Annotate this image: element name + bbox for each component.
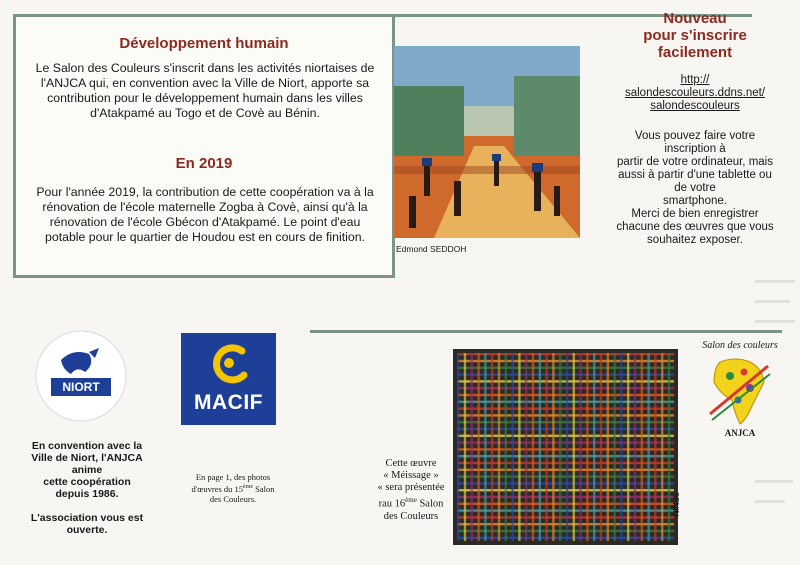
instructions-line: aussi à partir d'une tablette ou (618, 169, 772, 181)
convention-line: cette coopération (43, 476, 131, 488)
meissage-caption (370, 458, 452, 523)
salon-logo-subtitle: ANJCA (724, 428, 756, 438)
painting-street-scene (394, 46, 580, 238)
meissage-line: rau 16ème Salon (378, 496, 444, 510)
development-title: Développement humain (119, 35, 289, 52)
signup-title-line: facilement (657, 44, 733, 61)
signup-url-link[interactable] (590, 74, 800, 113)
signup-title-line: Nouveau (663, 10, 727, 27)
weaving-artwork (453, 349, 678, 545)
url-line: salondescouleurs (650, 100, 740, 112)
macif-logo-text: MACIF (194, 391, 263, 414)
url-line: salondescouleurs.ddns.net/ (624, 87, 765, 99)
convention-line: En convention avec la (31, 440, 143, 452)
signup-title (590, 10, 800, 61)
niort-logo (33, 330, 129, 422)
page1-line: d'œuvres du 15ème Salon (191, 483, 275, 494)
signup-instructions (590, 130, 800, 247)
meissage-line: Cette œuvre (385, 458, 437, 469)
convention-line: depuis 1986. (55, 488, 119, 500)
page1-note (178, 472, 288, 504)
painting-caption: Edmond SEDDOH (396, 244, 467, 254)
instructions-line: Merci de bien enregistrer (631, 208, 759, 220)
instructions-line: smartphone. (663, 195, 727, 207)
year-title: En 2019 (175, 155, 233, 172)
instructions-line: chacune des œuvres que vous (616, 221, 774, 233)
salon-des-couleurs-logo (694, 340, 786, 440)
meissage-line: « sera présentée (377, 482, 445, 493)
instructions-line: souhaitez exposer. (647, 234, 743, 246)
macif-swirl-icon (208, 341, 250, 387)
instructions-line: de votre (674, 182, 716, 194)
convention-line: anime (71, 464, 103, 476)
convention-line: L'association vous est (30, 512, 144, 524)
africa-map-icon (706, 354, 774, 426)
artist-signature: SENIN (671, 492, 680, 517)
development-box (13, 14, 395, 278)
macif-logo (181, 333, 276, 425)
page1-line: des Couleurs. (209, 493, 257, 504)
salon-logo-title: Salon des couleurs (702, 340, 778, 351)
meissage-line: « Méissage » (383, 470, 439, 481)
middle-divider (310, 330, 782, 333)
convention-line: ouverte. (66, 524, 108, 536)
instructions-line: partir de votre ordinateur, mais (617, 156, 773, 168)
page1-line: En page 1, des photos (195, 472, 271, 482)
instructions-line: inscription à (664, 143, 726, 155)
instructions-line: Vous pouvez faire votre (634, 130, 756, 142)
meissage-line: des Couleurs (383, 510, 439, 522)
convention-line: Ville de Niort, l'ANJCA (31, 452, 143, 464)
year-body: Pour l'année 2019, la contribution de cette coopération va à la rénovation de l'école maternelle Zogba à Covè, ainsi qu'à la rénovation de l'école Gbécon d'Atakpamé. Le point d'eau potable pour le quartier de Houdou est en cours de finition. (36, 185, 374, 244)
niort-logo-text: NIORT (62, 380, 100, 394)
convention-text (22, 440, 152, 536)
signup-title-line: pour s'inscrire (643, 27, 747, 44)
url-line: http:// (680, 74, 710, 86)
development-body: Le Salon des Couleurs s'inscrit dans les activités niortaises de l'ANJCA qui, en convention avec la Ville de Niort, apporte sa contribution pour le développement humain dans les villes d'Atakpamé au Togo et de Covè au Bénin. (35, 61, 375, 120)
